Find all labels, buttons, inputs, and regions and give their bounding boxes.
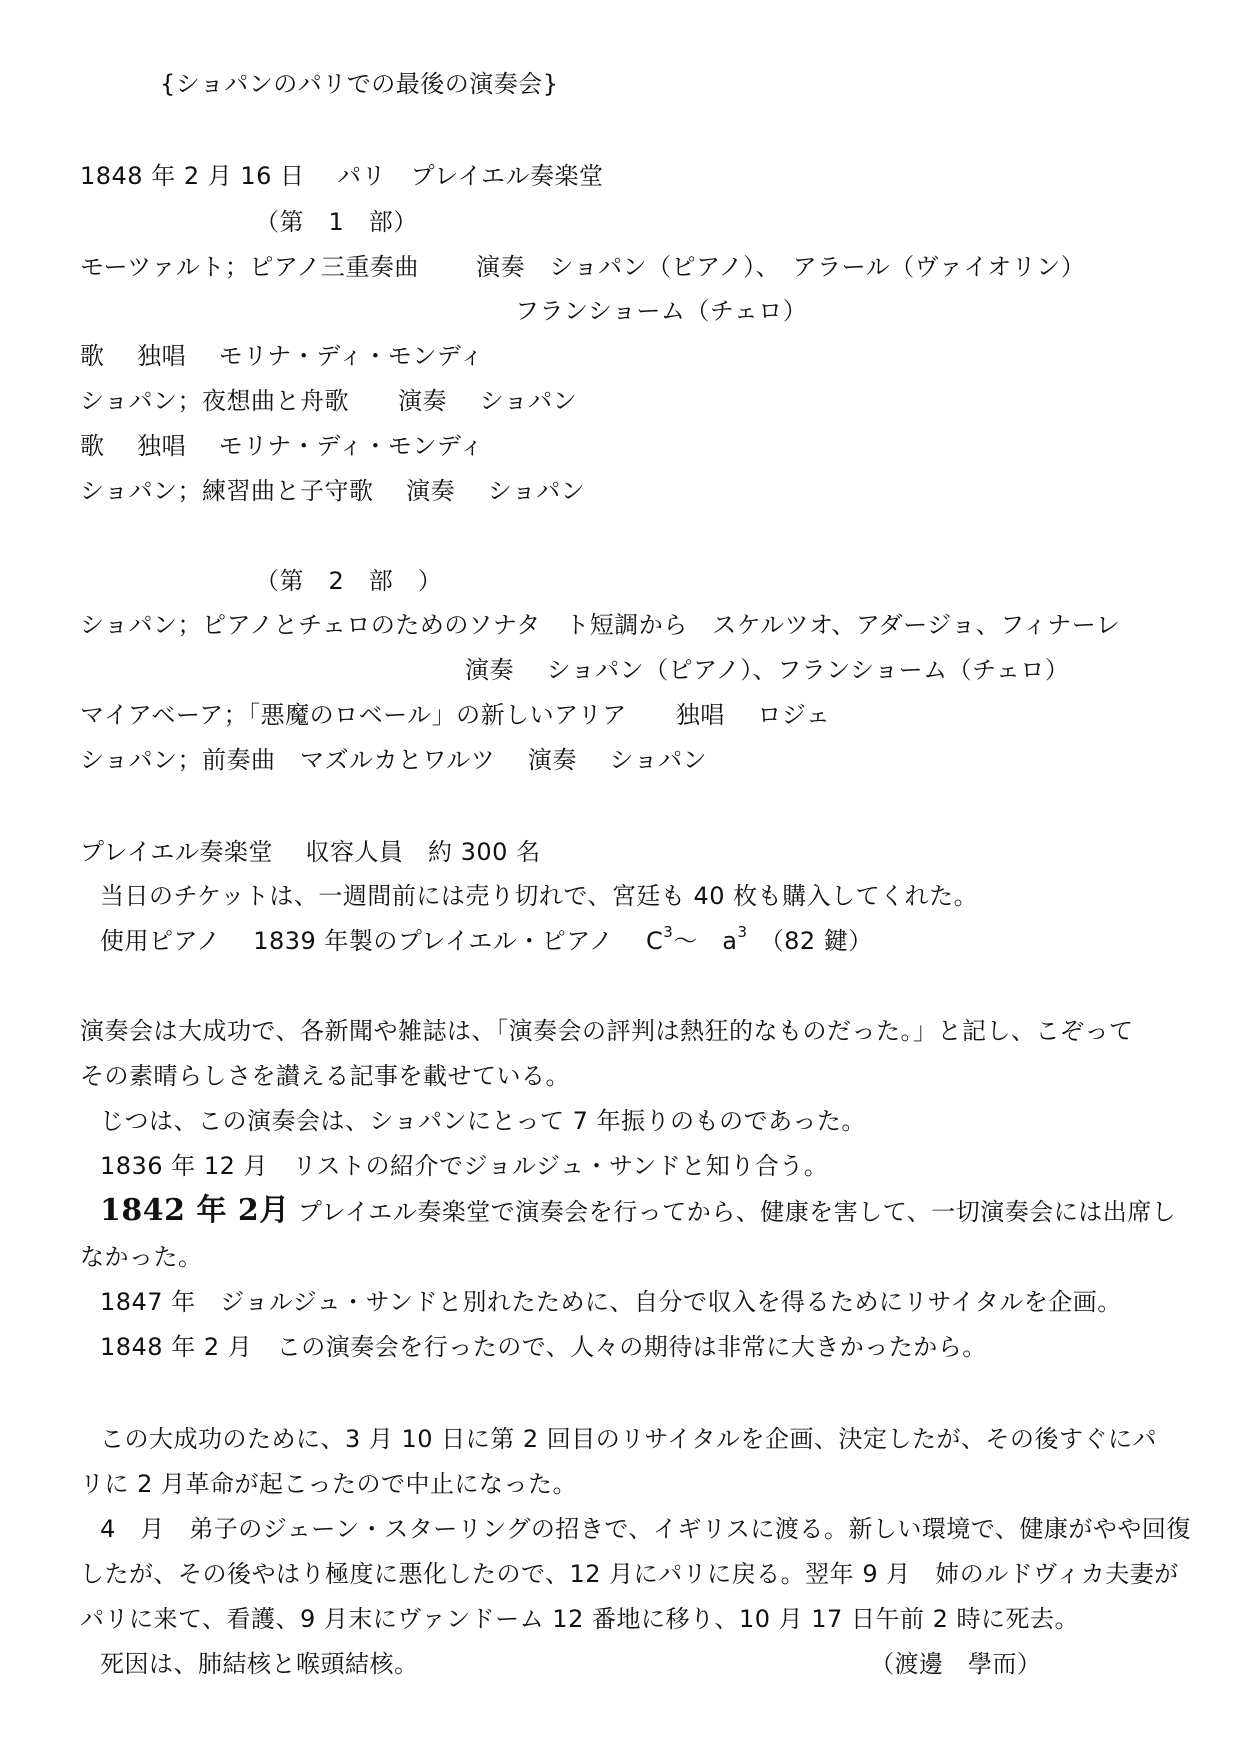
range-high-octave: 3 [737,923,748,941]
page-title: {ショパンのパリでの最後の演奏会} [160,70,559,98]
part1-heading: （第 1 部） [255,208,418,236]
part2-item-prelude: ショパン；前奏曲 マズルカとワルツ 演奏 ショパン [80,746,708,774]
narrative-line: この大成功のために、3 月 10 日に第 2 回目のリサイタルを企画、決定したが、その後すぐにパ [100,1425,1158,1453]
narrative-line: なかった。 [80,1243,203,1271]
range-low-octave: 3 [663,923,674,941]
narrative-line: じつは、この演奏会は、ショパンにとって 7 年振りのものであった。 [100,1107,866,1135]
piano-model: 使用ピアノ 1839 年製のプレイエル・ピアノ C [100,927,664,955]
narrative-line: その素晴らしさを讃える記事を載せている。 [80,1062,570,1090]
concert-date-venue: 1848 年 2 月 16 日 パリ プレイエル奏楽堂 [80,162,604,190]
narrative-line: 死因は、肺結核と喉頭結核。 [100,1650,419,1678]
key-count: （82 鍵） [759,927,873,955]
piano-note [100,925,873,957]
narrative-line: 1836 年 12 月 リストの紹介でジョルジュ・サンドと知り合う。 [100,1152,829,1180]
narrative-line: 1848 年 2 月 この演奏会を行ったので、人々の期待は非常に大きかったから。 [100,1333,987,1361]
narrative-text: プレイエル奏楽堂で演奏会を行ってから、健康を害して、一切演奏会には出席し [297,1198,1177,1226]
part2-item-meyerbeer: マイアベーア；「悪魔のロベール」の新しいアリア 独唱 ロジェ [80,701,831,729]
ticket-note: 当日のチケットは、一週間前には売り切れで、宮廷も 40 枚も購入してくれた。 [100,882,979,910]
part2-heading: （第 2 部 ） [255,567,443,595]
part1-item-etude: ショパン；練習曲と子守歌 演奏 ショパン [80,477,586,505]
narrative-line: リに 2 月革命が起こったので中止になった。 [80,1470,578,1498]
narrative-line: 4 月 弟子のジェーン・スターリングの招きで、イギリスに渡る。新しい環境で、健康がやや回復 [100,1515,1191,1543]
author-credit: （渡邊 學而） [870,1650,1042,1678]
part2-item-sonata-performers: 演奏 ショパン（ピアノ）、フランショーム（チェロ） [465,656,1070,684]
range-tilde: ～ a [673,927,738,955]
emphasized-date: 1842 年 2月 [100,1193,290,1228]
narrative-line [100,1195,1176,1228]
hall-capacity: プレイエル奏楽堂 収容人員 約 300 名 [80,838,541,866]
part1-item-song-2: 歌 独唱 モリナ・ディ・モンディ [80,432,484,460]
part1-item-song-1: 歌 独唱 モリナ・ディ・モンディ [80,342,484,370]
part2-item-sonata: ショパン；ピアノとチェロのためのソナタ ト短調から スケルツオ、アダージョ、フィナーレ [80,611,1121,639]
part1-item-mozart: モーツァルト；ピアノ三重奏曲 演奏 ショパン（ピアノ）、 アラール（ヴァイオリン） [80,253,1086,281]
narrative-line: したが、その後やはり極度に悪化したので、12 月にパリに戻る。翌年 9 月 姉のルドヴィカ夫妻が [80,1560,1179,1588]
narrative-line: 1847 年 ジョルジュ・サンドと別れたために、自分で収入を得るためにリサイタルを企画。 [100,1288,1122,1316]
narrative-line: パリに来て、看護、9 月末にヴァンドーム 12 番地に移り、10 月 17 日午前 2 時に死去。 [80,1605,1079,1633]
part1-item-mozart-cello: フランショーム（チェロ） [515,297,808,325]
narrative-line: 演奏会は大成功で、各新聞や雑誌は、「演奏会の評判は熱狂的なものだった。」と記し、こぞって [80,1017,1134,1045]
part1-item-nocturne: ショパン；夜想曲と舟歌 演奏 ショパン [80,387,578,415]
